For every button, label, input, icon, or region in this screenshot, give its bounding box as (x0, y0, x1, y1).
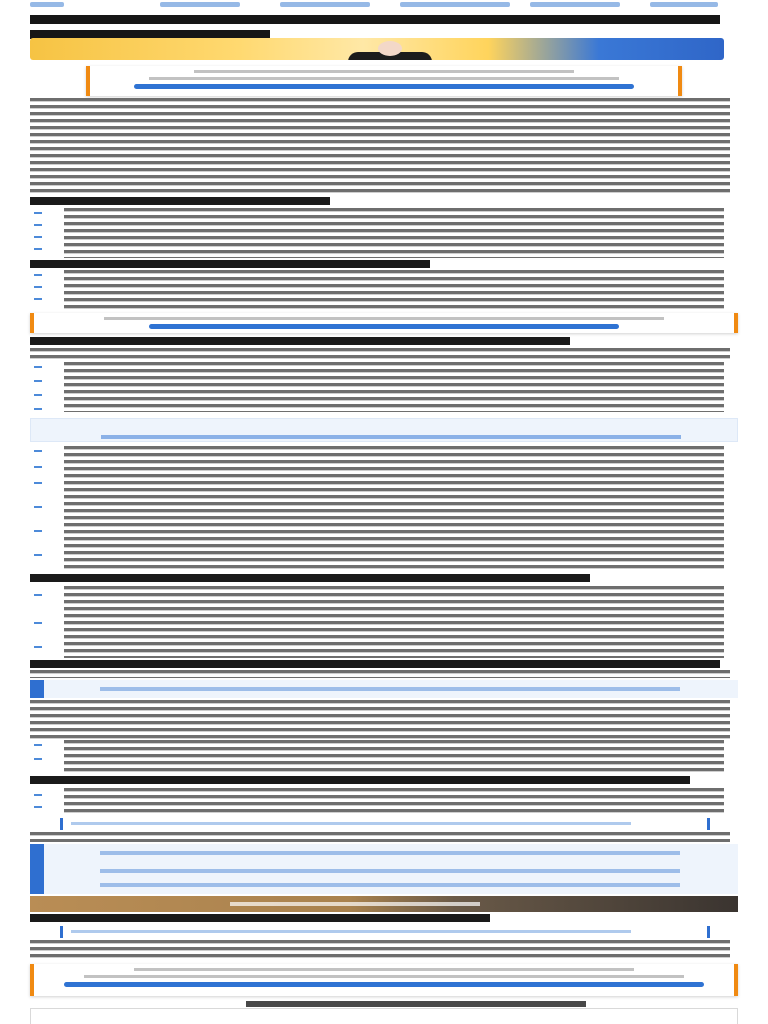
bullet-list (64, 208, 724, 258)
callout-text (100, 851, 680, 855)
cta-box-1 (86, 66, 682, 96)
bullet-icon (34, 248, 42, 250)
bullet-column (34, 364, 44, 412)
paragraph-text (30, 700, 730, 740)
cta-box-2 (30, 313, 738, 333)
paragraph (30, 348, 730, 362)
bullet-list (64, 270, 724, 310)
bullet-list (64, 740, 724, 772)
paragraph-text (30, 940, 730, 960)
list-text (64, 362, 724, 412)
intro-text (30, 98, 730, 194)
callout-text (100, 687, 680, 691)
bullet-icon (34, 466, 42, 468)
top-navigation (30, 0, 720, 12)
link-text (71, 822, 631, 825)
callout-flag (30, 876, 44, 894)
section-heading (30, 660, 720, 668)
bullet-icon (34, 806, 42, 808)
callout-text (100, 883, 680, 887)
bullet-icon (34, 450, 42, 452)
cta-text (104, 317, 664, 320)
bullet-icon (34, 744, 42, 746)
callout-flag (30, 680, 44, 698)
cta-text (84, 975, 684, 978)
section-heading (30, 260, 430, 268)
section-heading (30, 776, 690, 784)
bullet-icon (34, 298, 42, 300)
paragraph-text (30, 832, 730, 842)
bullet-icon (34, 366, 42, 368)
hero-banner-image (30, 38, 724, 60)
paragraph (30, 700, 730, 740)
figure-head (378, 41, 402, 56)
section-heading (30, 574, 590, 582)
nav-link[interactable] (400, 2, 510, 7)
bullet-column (34, 588, 44, 658)
cta-box-3 (30, 964, 738, 996)
bullet-icon (34, 224, 42, 226)
callout-flag (30, 844, 44, 862)
bullet-icon (34, 622, 42, 624)
list-text (64, 788, 724, 814)
bullet-icon (34, 236, 42, 238)
bullet-icon (34, 274, 42, 276)
bullet-list (64, 788, 724, 814)
paragraph-text (30, 670, 730, 678)
bullet-icon (34, 506, 42, 508)
list-text (64, 270, 724, 310)
title-line-1 (30, 15, 720, 24)
bullet-icon (34, 380, 42, 382)
intro-paragraphs (30, 98, 730, 194)
paragraph (30, 670, 730, 678)
link-strip[interactable] (60, 926, 710, 938)
image-banner-text (230, 902, 480, 906)
bullet-icon (34, 646, 42, 648)
nav-link[interactable] (650, 2, 718, 7)
cta-button[interactable] (149, 324, 619, 329)
paragraph (30, 832, 730, 842)
bullet-list (64, 446, 724, 570)
bullet-icon (34, 554, 42, 556)
cta-text (149, 77, 619, 80)
bullet-icon (34, 594, 42, 596)
bullet-icon (34, 794, 42, 796)
callout-row[interactable] (30, 844, 738, 862)
image-banner[interactable] (30, 896, 738, 912)
list-text (64, 740, 724, 772)
cta-heading (194, 70, 574, 73)
bullet-icon (34, 394, 42, 396)
nav-link[interactable] (30, 2, 64, 7)
paragraph-text (30, 348, 730, 362)
bullet-column (34, 742, 44, 772)
promo-text (101, 435, 681, 439)
callout-text (100, 869, 680, 873)
bullet-icon (34, 212, 42, 214)
cta-button[interactable] (64, 982, 704, 987)
related-heading (246, 1001, 586, 1007)
section-heading (30, 337, 570, 345)
callout-row[interactable] (30, 680, 738, 698)
bullet-icon (34, 408, 42, 410)
cta-button[interactable] (134, 84, 634, 89)
nav-link[interactable] (280, 2, 370, 7)
list-text (64, 446, 724, 570)
related-articles-box (30, 1008, 738, 1024)
cta-heading (134, 968, 634, 971)
list-text (64, 586, 724, 658)
bullet-column (34, 448, 44, 568)
bullet-icon (34, 482, 42, 484)
promo-band[interactable] (30, 418, 738, 442)
bullet-list (64, 586, 724, 658)
paragraph (30, 940, 730, 960)
bullet-icon (34, 286, 42, 288)
nav-link[interactable] (530, 2, 620, 7)
nav-link[interactable] (160, 2, 240, 7)
link-text (71, 930, 631, 933)
bullet-column (34, 272, 44, 312)
bullet-icon (34, 530, 42, 532)
list-text (64, 208, 724, 258)
callout-row[interactable] (30, 876, 738, 894)
bullet-list (64, 362, 724, 412)
section-heading (30, 914, 490, 922)
section-heading (30, 197, 330, 205)
bullet-icon (34, 758, 42, 760)
person-figure-image (340, 40, 440, 60)
link-strip[interactable] (60, 818, 710, 830)
bullet-column (34, 210, 44, 260)
bullet-column (34, 790, 44, 816)
